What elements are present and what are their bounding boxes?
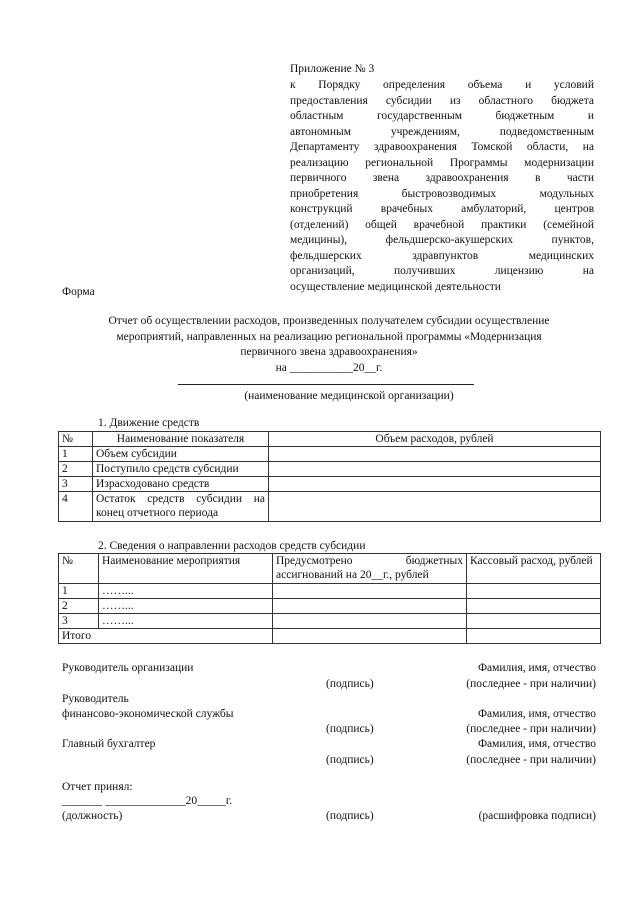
appendix-line: к Порядку определения объема и условий bbox=[290, 79, 594, 91]
row-planned[interactable] bbox=[273, 599, 467, 614]
report-title bbox=[62, 314, 596, 376]
total-cash[interactable] bbox=[467, 629, 601, 644]
appendix-line: конструкций врачебных амбулаторий, центров bbox=[290, 203, 594, 215]
appendix-line: автономным учреждениям, подведомственным bbox=[290, 125, 594, 138]
row-number: 2 bbox=[59, 462, 93, 477]
appendix-line: медицины), фельдшерско-акушерских пунктов, bbox=[290, 234, 594, 246]
table-row bbox=[59, 492, 601, 522]
row-number: 1 bbox=[59, 447, 93, 462]
head-fin-label: Руководитель bbox=[62, 693, 129, 705]
row-planned[interactable] bbox=[273, 614, 467, 629]
appendix-title: Приложение № 3 bbox=[290, 63, 375, 75]
row-cash[interactable] bbox=[467, 614, 601, 629]
row-value[interactable] bbox=[269, 447, 601, 462]
row-name: ……... bbox=[99, 599, 273, 614]
head-fin-fio-note: (последнее - при наличии) bbox=[466, 723, 596, 735]
row-number: 3 bbox=[59, 477, 93, 492]
row-name: Поступило средств субсидии bbox=[93, 462, 269, 477]
signature-head-org-row bbox=[62, 661, 596, 677]
row-number: 4 bbox=[59, 492, 93, 522]
table-header: Объем расходов, рублей bbox=[269, 432, 601, 447]
signature-head-org-caption-row bbox=[62, 677, 596, 693]
table-header: Наименование мероприятия bbox=[99, 554, 273, 584]
row-name: Остаток средств субсидии на конец отчетного периода bbox=[93, 492, 269, 522]
accepted-label: Отчет принял: bbox=[62, 781, 133, 793]
section2-title: 2. Сведения о направлении расходов средств субсидии bbox=[98, 540, 366, 552]
head-fin-signature-caption: (подпись) bbox=[326, 723, 374, 735]
chief-accountant-fio: Фамилия, имя, отчество bbox=[477, 738, 596, 750]
signature-head-fin-caption-row bbox=[62, 722, 596, 738]
table-header: Предусмотрено бюджетных ассигнований на 20__г., рублей bbox=[273, 554, 467, 584]
expenses-table bbox=[58, 553, 601, 644]
table-row bbox=[59, 447, 601, 462]
position-caption: (должность) bbox=[62, 810, 123, 822]
decoding-caption: (расшифровка подписи) bbox=[478, 810, 596, 822]
row-value[interactable] bbox=[269, 492, 601, 522]
row-name: ……... bbox=[99, 584, 273, 599]
row-number: 2 bbox=[59, 599, 99, 614]
row-name: Израсходовано средств bbox=[93, 477, 269, 492]
row-value[interactable] bbox=[269, 462, 601, 477]
appendix-line: предоставления субсидии из областного бюджета bbox=[290, 94, 594, 107]
row-planned[interactable] bbox=[273, 584, 467, 599]
appendix-text bbox=[290, 78, 594, 295]
appendix-line: организаций, получивших лицензию на bbox=[290, 265, 594, 277]
head-org-signature-caption: (подпись) bbox=[326, 678, 374, 690]
report-title-line: мероприятий, направленных на реализацию региональной программы «Модернизация bbox=[116, 330, 542, 343]
table-row bbox=[59, 477, 601, 492]
table-header: № bbox=[59, 432, 93, 447]
signature-accountant-caption-row bbox=[62, 753, 596, 769]
form-label: Форма bbox=[62, 286, 95, 298]
appendix-line: Департаменту здравоохранения Томской области, на bbox=[290, 141, 594, 153]
head-org-fio-note: (последнее - при наличии) bbox=[466, 678, 596, 690]
table-row bbox=[59, 599, 601, 614]
accepted-date-line: _______ ______________20_____г. bbox=[62, 795, 233, 807]
report-date-line: на ___________20__г. bbox=[275, 361, 383, 374]
table-row bbox=[59, 462, 601, 477]
signature-head-fin-row1 bbox=[62, 692, 596, 708]
table-header: № bbox=[59, 554, 99, 584]
head-fin-label-2: финансово-экономической службы bbox=[62, 708, 234, 720]
signature-head-fin-row2 bbox=[62, 707, 596, 723]
org-caption: (наименование медицинской организации) bbox=[244, 390, 454, 402]
chief-accountant-label: Главный бухгалтер bbox=[62, 738, 156, 750]
accepted-signature-caption: (подпись) bbox=[326, 810, 374, 822]
table-row bbox=[59, 629, 601, 644]
table-row bbox=[59, 584, 601, 599]
row-number: 1 bbox=[59, 584, 99, 599]
chief-accountant-signature-caption: (подпись) bbox=[326, 754, 374, 766]
row-name: ……... bbox=[99, 614, 273, 629]
report-title-line: Отчет об осуществлении расходов, произведенных получателем субсидии осуществление bbox=[108, 315, 550, 327]
accepted-date-row bbox=[62, 794, 596, 810]
chief-accountant-fio-note: (последнее - при наличии) bbox=[466, 754, 596, 766]
table-header: Кассовый расход, рублей bbox=[467, 554, 601, 584]
row-number: 3 bbox=[59, 614, 99, 629]
appendix-line: (отделений) общей врачебной практики (семейной bbox=[290, 218, 594, 231]
row-value[interactable] bbox=[269, 477, 601, 492]
signature-accountant-row bbox=[62, 737, 596, 753]
table-header: Наименование показателя bbox=[93, 432, 269, 447]
appendix-line: областным государственным бюджетным и bbox=[290, 110, 594, 122]
head-org-fio: Фамилия, имя, отчество bbox=[477, 662, 596, 674]
head-fin-fio: Фамилия, имя, отчество bbox=[477, 708, 596, 720]
appendix-line: реализацию региональной Программы модернизации bbox=[290, 156, 594, 169]
accepted-caption-row bbox=[62, 809, 596, 825]
funds-movement-table bbox=[58, 431, 601, 522]
total-planned[interactable] bbox=[273, 629, 467, 644]
appendix-line: осуществление медицинской деятельности bbox=[290, 280, 501, 293]
appendix-line: фельдшерских здравпунктов медицинских bbox=[290, 249, 594, 262]
report-title-line: первичного звена здравоохранения» bbox=[240, 346, 418, 358]
appendix-line: приобретения быстровозводимых модульных bbox=[290, 187, 594, 200]
row-name: Объем субсидии bbox=[93, 447, 269, 462]
table-row bbox=[59, 614, 601, 629]
org-name-line bbox=[178, 384, 474, 385]
row-cash[interactable] bbox=[467, 599, 601, 614]
appendix-line: первичного звена здравоохранения в части bbox=[290, 172, 594, 184]
section1-title: 1. Движение средств bbox=[98, 417, 200, 429]
row-cash[interactable] bbox=[467, 584, 601, 599]
head-org-label: Руководитель организации bbox=[62, 662, 194, 674]
total-label: Итого bbox=[59, 629, 273, 644]
